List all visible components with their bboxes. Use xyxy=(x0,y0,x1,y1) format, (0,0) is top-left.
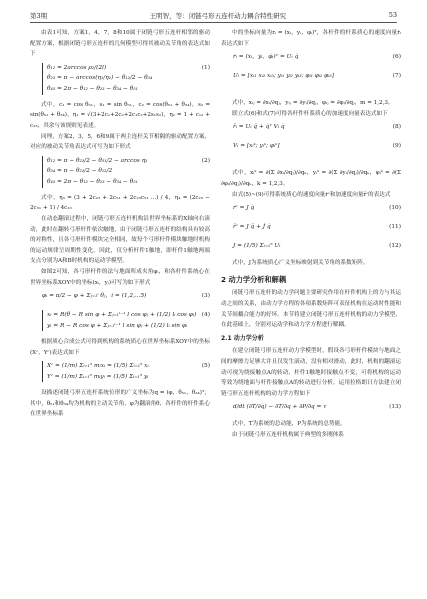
paragraph: 联立式(6)和式(7)可得各杆件杆系质心的加速度向量表达式如下 xyxy=(232,110,388,117)
equation-7 xyxy=(221,69,401,97)
equation-number: (5) xyxy=(201,363,210,370)
equation-number: (2) xyxy=(201,157,210,164)
equation-10 xyxy=(221,201,401,219)
equation-line: Vᵢ = [xᵢᵏ; yᵢᵏ; φᵢᵏ] xyxy=(233,143,280,150)
equation-13 xyxy=(221,400,401,418)
equation-number: (6) xyxy=(392,54,401,61)
equation-line: ṙᵢ = (ẋᵢ，ẏᵢ，φ̇ᵢ)ᵀ = Uᵢ q̇ xyxy=(233,54,299,61)
equation-number: (12) xyxy=(389,243,401,250)
equation-line: yᵢ = R − R cos φ + Σⱼ₌₁ⁱ⁻¹ l sin φⱼ + (1/2) lᵢ sin φᵢ xyxy=(47,322,188,329)
equation-12 xyxy=(221,239,401,257)
paragraph: 式中，c₁ = cos θ₅₁，s₁ = sin θ₅₁，c₂ = cos(θ₅₁ + θ₃₄)，s₂ = sin(θ₅₁ + θ₃₄)，η₁ = √(3+2c₁+2c₂+2c₁c₂+2s₁s₂)，η₂ = 1 + c₁₂ + c₂₃，其余与该规则见表述。 xyxy=(30,101,210,129)
equation-line: Xᶜ = (1/m) Σᵢ₌₁⁵ mᵢxᵢ = (1/5) Σᵢ₌₁⁵ xᵢ xyxy=(47,363,149,370)
equation-number: (8) xyxy=(392,124,401,131)
equation-number: (9) xyxy=(392,143,401,150)
equation-1 xyxy=(30,61,210,99)
paragraph: 由式(5)~(9)可得系统质心的速度向量ṙᶜ和加速度向量r̈ᶜ的表达式 xyxy=(232,191,391,198)
paragraph: 同理，方案2，3，5，6和9属于两主连杆关节相隔的驱动配置方案，对应的被动关节角表达式可写为如下形式 xyxy=(30,133,210,151)
equation-line: J = (1/5) Σᵢ₌₁⁵ Uᵢ xyxy=(233,243,281,250)
equation-line: xᵢ = R(θ − R sin φ + Σⱼ₌₁ⁱ⁻¹ l cos φⱼ + (1/2) lᵢ cos φᵢ) xyxy=(47,312,197,319)
section-heading: 2 动力学分析和解耦 xyxy=(221,274,287,284)
running-header xyxy=(30,8,397,23)
issue-number: 第3期 xyxy=(30,11,48,20)
paragraph: 式中，η₃ = (3 + 2c₂₃ + 2c₅₁ + 2c₂₃c₅₁ ...) / 4，η₄ = (2c₂₃ − 2c₅₁ + 1) / 4c₂₃ xyxy=(30,194,210,212)
equation-line: θ₄₅ = 2π − θ₁₂ − θ₂₃ − θ₃₄ − θ₅₁ xyxy=(47,85,138,92)
equation-line: Yᶜ = (1/m) Σᵢ₌₁⁵ mᵢyᵢ = (1/5) Σᵢ₌₁⁵ yᵢ xyxy=(47,373,149,380)
equation-6 xyxy=(221,50,401,68)
equation-4 xyxy=(30,308,210,336)
equation-line: φᵢ = π/2 − φ + Σⱼ₌₁ⁱ θⱼ，i = (1,2,...5) xyxy=(42,293,147,300)
right-column xyxy=(221,28,401,440)
paragraph: 闭链弓形五连杆的动力学问题主要研究作用在杆件机构上的力与其运动之间的关系，由动力学方程的各项系数矩阵可表征机构在运动时性能和关节间耦合能力的好坏。本节将建立闭链弓形五连杆机构的动力学模型，在此基础上，分别对运动学和动力学方程进行解耦。 xyxy=(221,290,401,329)
paragraph: 根据质心合成公式可得到机构的系统质心在世界坐标系XOY中的坐标(Xᶜ，Yᶜ)表达式如下 xyxy=(30,339,210,356)
paragraph: 由于闭链弓形五连杆机构属于典型的多刚体系 xyxy=(232,431,344,438)
paragraph: 在建立闭链弓形五连杆动力学模型时，假设各弓形杆件模块与地面之间的摩擦力足够大并且仅发生滚动，没有相对滑动，此时，机构的翻滚运动可视为绕接触点A的转动，杆件1触地时接触点不变，可将机构的运动等效为绕地面与杆件接触点A的转动进行分析。运用拉格朗日方法建立闭链弓形五连杆机构的动力学方程如下 xyxy=(221,348,401,397)
equation-line: r̈ᵢ = Uᵢ q̈ + q̇ᵀ Vᵢ q̇ xyxy=(233,124,285,131)
equation-line: r̈ᶜ = J q̈ + J̇ q̇ xyxy=(233,224,271,231)
equation-9 xyxy=(221,139,401,167)
equation-number: (11) xyxy=(389,224,401,231)
paragraph: 在动态翻滚过程中，闭链弓形五连杆机构沿世界坐标系的X轴向右滚动，此时在翻转弓形杆件依次触地，由于闭链弓形五连杆的结构具有较高的对称性，且各弓形杆件模块完全相同，故每个弓形杆件模块触地时机构的运动规律呈周期性变化。因此，仅分析杆件1触地，即杆件1触地两端支点分别为A和B时机构的运动学模型。 xyxy=(30,215,210,265)
subsection-heading: 2.1 动力学分析 xyxy=(221,334,264,342)
equation-line: ṙᶜ = J q̇ xyxy=(233,205,255,212)
equation-line: d/dt (∂T/∂q̇) − ∂T/∂q + ∂P/∂q = τ xyxy=(233,404,327,411)
page-number: 53 xyxy=(388,11,397,19)
equation-5 xyxy=(30,359,210,387)
equation-2 xyxy=(30,154,210,192)
equation-number: (7) xyxy=(392,73,401,80)
equation-line: θ₂₃ = π − arccos(η₁/η₂) − θ₁₂/2 − θ₃₄ xyxy=(47,75,153,82)
equation-number: (1) xyxy=(201,64,210,71)
paragraph: 中的坐标向量为rᵢ = (xᵢ，yᵢ，φᵢ)ᵀ，各杆件的杆系质心的速度向量ṙᵢ表达式如下 xyxy=(221,30,401,47)
equation-11 xyxy=(221,220,401,238)
equation-number: (10) xyxy=(389,205,401,212)
equation-3 xyxy=(30,289,210,307)
equation-number: (13) xyxy=(389,404,401,411)
paragraph: 由表1可知，方案1，4，7，8和10属于闭链弓形五连杆相邻的驱动配置方案，根据闭链弓形五连杆的几何模型可得其被动关节角的表达式如下 xyxy=(30,30,210,58)
equation-line: Uᵢ = [xᵢ₁ xᵢ₂ xᵢ₃; yᵢ₁ yᵢ₂ yᵢ₃; φᵢ₁ φᵢ₂ φᵢ₃] xyxy=(233,73,334,80)
equation-number: (4) xyxy=(201,312,210,319)
equation-line: θ₁₂ = 2arccos ρ₂/(2l) xyxy=(47,64,107,71)
paragraph: 如图2可知，各弓形杆件的法与地面所成夹角φᵢ，和各杆件系统心在世界坐标系XOY中的坐标(xᵢ，yᵢ)可写为如下形式 xyxy=(30,268,210,286)
paragraph: 设描述闭链弓形五连杆系统位形的广义坐标为q = (φ，θ₅₁，θ₃₄)ᵀ，其中，θ₅₁和θ₃₄均为机构的主动关节角，φ为翻滚角θ，各杆件的杆件系心在世界坐标系 xyxy=(30,390,210,418)
running-title: 王明智，等：闭链弓形五连杆动力耦合特性研究 xyxy=(149,11,287,20)
equation-8 xyxy=(221,120,401,138)
equation-line: θ₃₄ = π − θ₂₃/2 − θ₁₂/2 xyxy=(47,168,113,175)
equation-line: θ₁₂ = π − θ₂₃/2 − θ₅₁/2 − arccos η₃ xyxy=(47,157,148,164)
paragraph: 式中，xᵢⱼ = ∂xᵢ/∂qⱼ，yᵢⱼ = ∂yᵢ/∂qⱼ，φᵢⱼ = ∂φᵢ/∂qⱼ，m = 1,2,3。 xyxy=(232,100,394,107)
equation-number: (3) xyxy=(201,293,210,300)
paragraph: 式中，xᵢᵏ = ∂(Σ ∂xᵢ/∂qⱼ)/∂qₖ，yᵢᵏ = ∂(Σ ∂yᵢ/∂qⱼ)/∂qₖ，φᵢᵏ = ∂(Σ ∂φᵢ/∂qⱼ)/∂qₖ，k = 1,2,3。 xyxy=(221,170,401,187)
left-column xyxy=(30,28,210,420)
equation-line: θ₄₅ = 2π − θ₁₂ − θ₂₃ − θ₃₄ − θ₅₁ xyxy=(47,178,138,185)
paragraph: 式中，J为系统质心广义坐标映射到关节角的系数矩阵。 xyxy=(232,260,369,267)
paragraph: 式中，T为系统的总动能，P为系统的总势能。 xyxy=(232,421,346,428)
